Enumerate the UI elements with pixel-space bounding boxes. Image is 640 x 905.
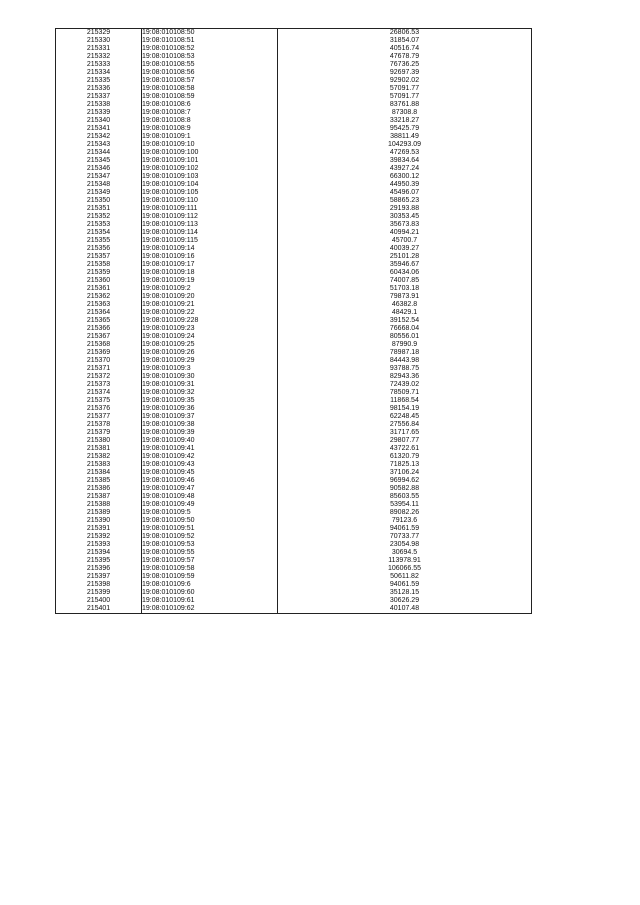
cadastral-number-cell: 19:08:010109:32	[142, 389, 278, 397]
record-number-cell: 215352	[56, 213, 142, 221]
cadastral-number-cell: 19:08:010109:103	[142, 173, 278, 181]
cadastral-number-cell: 19:08:010108:53	[142, 53, 278, 61]
record-number-cell: 215341	[56, 125, 142, 133]
table-row	[56, 173, 532, 181]
record-number-cell: 215395	[56, 557, 142, 565]
cadastral-number-cell: 19:08:010109:23	[142, 325, 278, 333]
value-cell: 76736.25	[278, 61, 532, 69]
value-cell: 39834.64	[278, 157, 532, 165]
table-row	[56, 181, 532, 189]
value-cell: 44950.39	[278, 181, 532, 189]
table-row	[56, 157, 532, 165]
table-row	[56, 445, 532, 453]
table-row	[56, 573, 532, 581]
value-cell: 43722.61	[278, 445, 532, 453]
cadastral-number-cell: 19:08:010109:36	[142, 405, 278, 413]
value-cell: 76668.04	[278, 325, 532, 333]
record-number-cell: 215343	[56, 141, 142, 149]
record-number-cell: 215346	[56, 165, 142, 173]
table-row	[56, 349, 532, 357]
value-cell: 30694.5	[278, 549, 532, 557]
value-cell: 25101.28	[278, 253, 532, 261]
value-cell: 51703.18	[278, 285, 532, 293]
record-number-cell: 215369	[56, 349, 142, 357]
record-number-cell: 215361	[56, 285, 142, 293]
record-number-cell: 215376	[56, 405, 142, 413]
table-row	[56, 557, 532, 565]
record-number-cell: 215386	[56, 485, 142, 493]
value-cell: 23054.98	[278, 541, 532, 549]
record-number-cell: 215356	[56, 245, 142, 253]
record-number-cell: 215362	[56, 293, 142, 301]
record-number-cell: 215367	[56, 333, 142, 341]
cadastral-number-cell: 19:08:010109:31	[142, 381, 278, 389]
cadastral-number-cell: 19:08:010109:52	[142, 533, 278, 541]
table-row	[56, 53, 532, 61]
table-row	[56, 509, 532, 517]
value-cell: 82943.36	[278, 373, 532, 381]
value-cell: 79873.91	[278, 293, 532, 301]
table-row	[56, 565, 532, 573]
value-cell: 53954.11	[278, 501, 532, 509]
value-cell: 72439.02	[278, 381, 532, 389]
value-cell: 26806.53	[278, 29, 532, 38]
record-number-cell: 215379	[56, 429, 142, 437]
table-row	[56, 405, 532, 413]
cadastral-number-cell: 19:08:010109:104	[142, 181, 278, 189]
record-number-cell: 215331	[56, 45, 142, 53]
value-cell: 80556.01	[278, 333, 532, 341]
cadastral-number-cell: 19:08:010109:111	[142, 205, 278, 213]
record-number-cell: 215364	[56, 309, 142, 317]
cadastral-number-cell: 19:08:010109:43	[142, 461, 278, 469]
table-row	[56, 229, 532, 237]
cadastral-number-cell: 19:08:010109:22	[142, 309, 278, 317]
cadastral-number-cell: 19:08:010109:17	[142, 261, 278, 269]
table-row	[56, 301, 532, 309]
record-number-cell: 215368	[56, 341, 142, 349]
table-row	[56, 325, 532, 333]
record-number-cell: 215392	[56, 533, 142, 541]
table-row	[56, 125, 532, 133]
cadastral-number-cell: 19:08:010109:45	[142, 469, 278, 477]
table-row	[56, 605, 532, 614]
cadastral-number-cell: 19:08:010109:21	[142, 301, 278, 309]
cadastral-number-cell: 19:08:010109:110	[142, 197, 278, 205]
cadastral-number-cell: 19:08:010109:48	[142, 493, 278, 501]
record-number-cell: 215339	[56, 109, 142, 117]
table-body	[56, 29, 532, 614]
value-cell: 35946.67	[278, 261, 532, 269]
record-number-cell: 215357	[56, 253, 142, 261]
cadastral-number-cell: 19:08:010109:51	[142, 525, 278, 533]
cadastral-number-cell: 19:08:010109:61	[142, 597, 278, 605]
value-cell: 40039.27	[278, 245, 532, 253]
cadastral-number-cell: 19:08:010109:49	[142, 501, 278, 509]
record-number-cell: 215336	[56, 85, 142, 93]
record-number-cell: 215382	[56, 453, 142, 461]
cadastral-number-cell: 19:08:010108:50	[142, 29, 278, 38]
table-row	[56, 253, 532, 261]
cadastral-number-cell: 19:08:010109:55	[142, 549, 278, 557]
cadastral-number-cell: 19:08:010109:57	[142, 557, 278, 565]
value-cell: 45700.7	[278, 237, 532, 245]
value-cell: 113978.91	[278, 557, 532, 565]
value-cell: 57091.77	[278, 93, 532, 101]
value-cell: 39152.54	[278, 317, 532, 325]
table-row	[56, 285, 532, 293]
table-row	[56, 245, 532, 253]
table-row	[56, 413, 532, 421]
record-number-cell: 215334	[56, 69, 142, 77]
record-number-cell: 215355	[56, 237, 142, 245]
value-cell: 104293.09	[278, 141, 532, 149]
table-row	[56, 29, 532, 38]
record-number-cell: 215388	[56, 501, 142, 509]
value-cell: 31854.07	[278, 37, 532, 45]
cadastral-number-cell: 19:08:010108:57	[142, 77, 278, 85]
value-cell: 87308.8	[278, 109, 532, 117]
table-row	[56, 109, 532, 117]
table-row	[56, 477, 532, 485]
value-cell: 70733.77	[278, 533, 532, 541]
value-cell: 78987.18	[278, 349, 532, 357]
table-row	[56, 421, 532, 429]
cadastral-number-cell: 19:08:010109:58	[142, 565, 278, 573]
table-row	[56, 381, 532, 389]
cadastral-number-cell: 19:08:010108:51	[142, 37, 278, 45]
cadastral-number-cell: 19:08:010109:1	[142, 133, 278, 141]
cadastral-number-cell: 19:08:010109:102	[142, 165, 278, 173]
record-number-cell: 215396	[56, 565, 142, 573]
cadastral-number-cell: 19:08:010109:59	[142, 573, 278, 581]
cadastral-number-cell: 19:08:010108:59	[142, 93, 278, 101]
table-row	[56, 469, 532, 477]
record-number-cell: 215375	[56, 397, 142, 405]
table-row	[56, 389, 532, 397]
value-cell: 35128.15	[278, 589, 532, 597]
value-cell: 66300.12	[278, 173, 532, 181]
record-number-cell: 215335	[56, 77, 142, 85]
cadastral-number-cell: 19:08:010109:37	[142, 413, 278, 421]
table-row	[56, 189, 532, 197]
table-row	[56, 589, 532, 597]
record-number-cell: 215354	[56, 229, 142, 237]
value-cell: 60434.06	[278, 269, 532, 277]
value-cell: 87990.9	[278, 341, 532, 349]
table-row	[56, 581, 532, 589]
cadastral-number-cell: 19:08:010109:46	[142, 477, 278, 485]
record-number-cell: 215358	[56, 261, 142, 269]
table-row	[56, 501, 532, 509]
record-number-cell: 215391	[56, 525, 142, 533]
record-number-cell: 215373	[56, 381, 142, 389]
value-cell: 93788.75	[278, 365, 532, 373]
cadastral-number-cell: 19:08:010109:10	[142, 141, 278, 149]
cadastral-number-cell: 19:08:010108:55	[142, 61, 278, 69]
record-number-cell: 215329	[56, 29, 142, 38]
record-number-cell: 215345	[56, 157, 142, 165]
table-row	[56, 437, 532, 445]
cadastral-number-cell: 19:08:010109:47	[142, 485, 278, 493]
table-row	[56, 485, 532, 493]
value-cell: 90582.88	[278, 485, 532, 493]
cadastral-number-cell: 19:08:010109:42	[142, 453, 278, 461]
table-row	[56, 77, 532, 85]
table-row	[56, 533, 532, 541]
value-cell: 58865.23	[278, 197, 532, 205]
record-number-cell: 215394	[56, 549, 142, 557]
cadastral-number-cell: 19:08:010109:6	[142, 581, 278, 589]
cadastral-number-cell: 19:08:010108:52	[142, 45, 278, 53]
value-cell: 27556.84	[278, 421, 532, 429]
value-cell: 74007.85	[278, 277, 532, 285]
cadastral-number-cell: 19:08:010109:16	[142, 253, 278, 261]
table-row	[56, 597, 532, 605]
cadastral-number-cell: 19:08:010109:30	[142, 373, 278, 381]
record-number-cell: 215400	[56, 597, 142, 605]
value-cell: 47678.79	[278, 53, 532, 61]
record-number-cell: 215397	[56, 573, 142, 581]
cadastral-number-cell: 19:08:010109:5	[142, 509, 278, 517]
cadastral-number-cell: 19:08:010109:2	[142, 285, 278, 293]
record-number-cell: 215385	[56, 477, 142, 485]
record-number-cell: 215389	[56, 509, 142, 517]
table-row	[56, 293, 532, 301]
table-row	[56, 309, 532, 317]
record-number-cell: 215347	[56, 173, 142, 181]
table-row	[56, 429, 532, 437]
value-cell: 96994.62	[278, 477, 532, 485]
value-cell: 45496.07	[278, 189, 532, 197]
value-cell: 35673.83	[278, 221, 532, 229]
cadastral-number-cell: 19:08:010108:56	[142, 69, 278, 77]
value-cell: 89082.26	[278, 509, 532, 517]
record-number-cell: 215393	[56, 541, 142, 549]
table-row	[56, 101, 532, 109]
value-cell: 46382.8	[278, 301, 532, 309]
cadastral-number-cell: 19:08:010109:53	[142, 541, 278, 549]
cadastral-number-cell: 19:08:010109:14	[142, 245, 278, 253]
value-cell: 62248.45	[278, 413, 532, 421]
record-number-cell: 215363	[56, 301, 142, 309]
record-number-cell: 215342	[56, 133, 142, 141]
cadastral-number-cell: 19:08:010109:26	[142, 349, 278, 357]
data-table	[55, 28, 532, 614]
cadastral-number-cell: 19:08:010109:40	[142, 437, 278, 445]
cadastral-number-cell: 19:08:010109:228	[142, 317, 278, 325]
table-row	[56, 461, 532, 469]
record-number-cell: 215349	[56, 189, 142, 197]
table-row	[56, 261, 532, 269]
value-cell: 11868.54	[278, 397, 532, 405]
value-cell: 50611.82	[278, 573, 532, 581]
record-number-cell: 215353	[56, 221, 142, 229]
table-row	[56, 141, 532, 149]
cadastral-number-cell: 19:08:010109:19	[142, 277, 278, 285]
table-row	[56, 69, 532, 77]
value-cell: 47269.53	[278, 149, 532, 157]
table-row	[56, 133, 532, 141]
value-cell: 79123.6	[278, 517, 532, 525]
record-number-cell: 215398	[56, 581, 142, 589]
record-number-cell: 215374	[56, 389, 142, 397]
table-row	[56, 221, 532, 229]
cadastral-number-cell: 19:08:010109:60	[142, 589, 278, 597]
record-number-cell: 215384	[56, 469, 142, 477]
record-number-cell: 215365	[56, 317, 142, 325]
table-row	[56, 149, 532, 157]
cadastral-number-cell: 19:08:010109:62	[142, 605, 278, 614]
cadastral-number-cell: 19:08:010109:20	[142, 293, 278, 301]
value-cell: 31717.65	[278, 429, 532, 437]
cadastral-number-cell: 19:08:010108:7	[142, 109, 278, 117]
record-number-cell: 215380	[56, 437, 142, 445]
record-number-cell: 215366	[56, 325, 142, 333]
record-number-cell: 215390	[56, 517, 142, 525]
cadastral-number-cell: 19:08:010109:100	[142, 149, 278, 157]
record-number-cell: 215332	[56, 53, 142, 61]
value-cell: 48429.1	[278, 309, 532, 317]
cadastral-number-cell: 19:08:010109:114	[142, 229, 278, 237]
cadastral-number-cell: 19:08:010109:101	[142, 157, 278, 165]
table-row	[56, 61, 532, 69]
value-cell: 57091.77	[278, 85, 532, 93]
record-number-cell: 215337	[56, 93, 142, 101]
table-row	[56, 213, 532, 221]
value-cell: 95425.79	[278, 125, 532, 133]
table-row	[56, 117, 532, 125]
record-number-cell: 215348	[56, 181, 142, 189]
cadastral-number-cell: 19:08:010109:105	[142, 189, 278, 197]
cadastral-number-cell: 19:08:010109:25	[142, 341, 278, 349]
value-cell: 71825.13	[278, 461, 532, 469]
table-row	[56, 37, 532, 45]
value-cell: 37106.24	[278, 469, 532, 477]
table-row	[56, 45, 532, 53]
value-cell: 78509.71	[278, 389, 532, 397]
record-number-cell: 215401	[56, 605, 142, 614]
cadastral-number-cell: 19:08:010109:41	[142, 445, 278, 453]
value-cell: 94061.59	[278, 581, 532, 589]
value-cell: 94061.59	[278, 525, 532, 533]
cadastral-number-cell: 19:08:010109:113	[142, 221, 278, 229]
record-number-cell: 215333	[56, 61, 142, 69]
table-row	[56, 93, 532, 101]
value-cell: 29193.88	[278, 205, 532, 213]
cadastral-number-cell: 19:08:010109:29	[142, 357, 278, 365]
table-row	[56, 549, 532, 557]
record-number-cell: 215360	[56, 277, 142, 285]
value-cell: 38811.49	[278, 133, 532, 141]
value-cell: 84443.98	[278, 357, 532, 365]
cadastral-number-cell: 19:08:010108:58	[142, 85, 278, 93]
cadastral-number-cell: 19:08:010108:8	[142, 117, 278, 125]
value-cell: 98154.19	[278, 405, 532, 413]
cadastral-number-cell: 19:08:010109:38	[142, 421, 278, 429]
table-row	[56, 541, 532, 549]
cadastral-number-cell: 19:08:010109:39	[142, 429, 278, 437]
cadastral-number-cell: 19:08:010109:115	[142, 237, 278, 245]
value-cell: 33218.27	[278, 117, 532, 125]
table-row	[56, 341, 532, 349]
cadastral-number-cell: 19:08:010109:112	[142, 213, 278, 221]
record-number-cell: 215383	[56, 461, 142, 469]
table-row	[56, 373, 532, 381]
cadastral-number-cell: 19:08:010108:9	[142, 125, 278, 133]
table-row	[56, 525, 532, 533]
table-row	[56, 453, 532, 461]
record-number-cell: 215378	[56, 421, 142, 429]
table-row	[56, 269, 532, 277]
table-row	[56, 317, 532, 325]
record-number-cell: 215381	[56, 445, 142, 453]
value-cell: 85603.55	[278, 493, 532, 501]
record-number-cell: 215370	[56, 357, 142, 365]
value-cell: 61320.79	[278, 453, 532, 461]
cadastral-number-cell: 19:08:010109:50	[142, 517, 278, 525]
value-cell: 43927.24	[278, 165, 532, 173]
record-number-cell: 215350	[56, 197, 142, 205]
table-row	[56, 277, 532, 285]
cadastral-number-cell: 19:08:010108:6	[142, 101, 278, 109]
record-number-cell: 215351	[56, 205, 142, 213]
record-number-cell: 215399	[56, 589, 142, 597]
record-number-cell: 215371	[56, 365, 142, 373]
value-cell: 30626.29	[278, 597, 532, 605]
value-cell: 106066.55	[278, 565, 532, 573]
cadastral-number-cell: 19:08:010109:35	[142, 397, 278, 405]
record-number-cell: 215387	[56, 493, 142, 501]
value-cell: 92697.39	[278, 69, 532, 77]
record-number-cell: 215359	[56, 269, 142, 277]
value-cell: 92902.02	[278, 77, 532, 85]
record-number-cell: 215372	[56, 373, 142, 381]
record-number-cell: 215377	[56, 413, 142, 421]
cadastral-number-cell: 19:08:010109:18	[142, 269, 278, 277]
value-cell: 40994.21	[278, 229, 532, 237]
value-cell: 40107.48	[278, 605, 532, 614]
record-number-cell: 215340	[56, 117, 142, 125]
table-row	[56, 397, 532, 405]
table-row	[56, 517, 532, 525]
table-row	[56, 85, 532, 93]
table-row	[56, 333, 532, 341]
record-number-cell: 215330	[56, 37, 142, 45]
table-row	[56, 237, 532, 245]
value-cell: 29807.77	[278, 437, 532, 445]
table-row	[56, 493, 532, 501]
cadastral-number-cell: 19:08:010109:24	[142, 333, 278, 341]
table-row	[56, 205, 532, 213]
table-row	[56, 357, 532, 365]
table-row	[56, 197, 532, 205]
record-number-cell: 215338	[56, 101, 142, 109]
value-cell: 30353.45	[278, 213, 532, 221]
value-cell: 83761.88	[278, 101, 532, 109]
table-row	[56, 365, 532, 373]
record-number-cell: 215344	[56, 149, 142, 157]
table-row	[56, 165, 532, 173]
cadastral-number-cell: 19:08:010109:3	[142, 365, 278, 373]
value-cell: 40516.74	[278, 45, 532, 53]
